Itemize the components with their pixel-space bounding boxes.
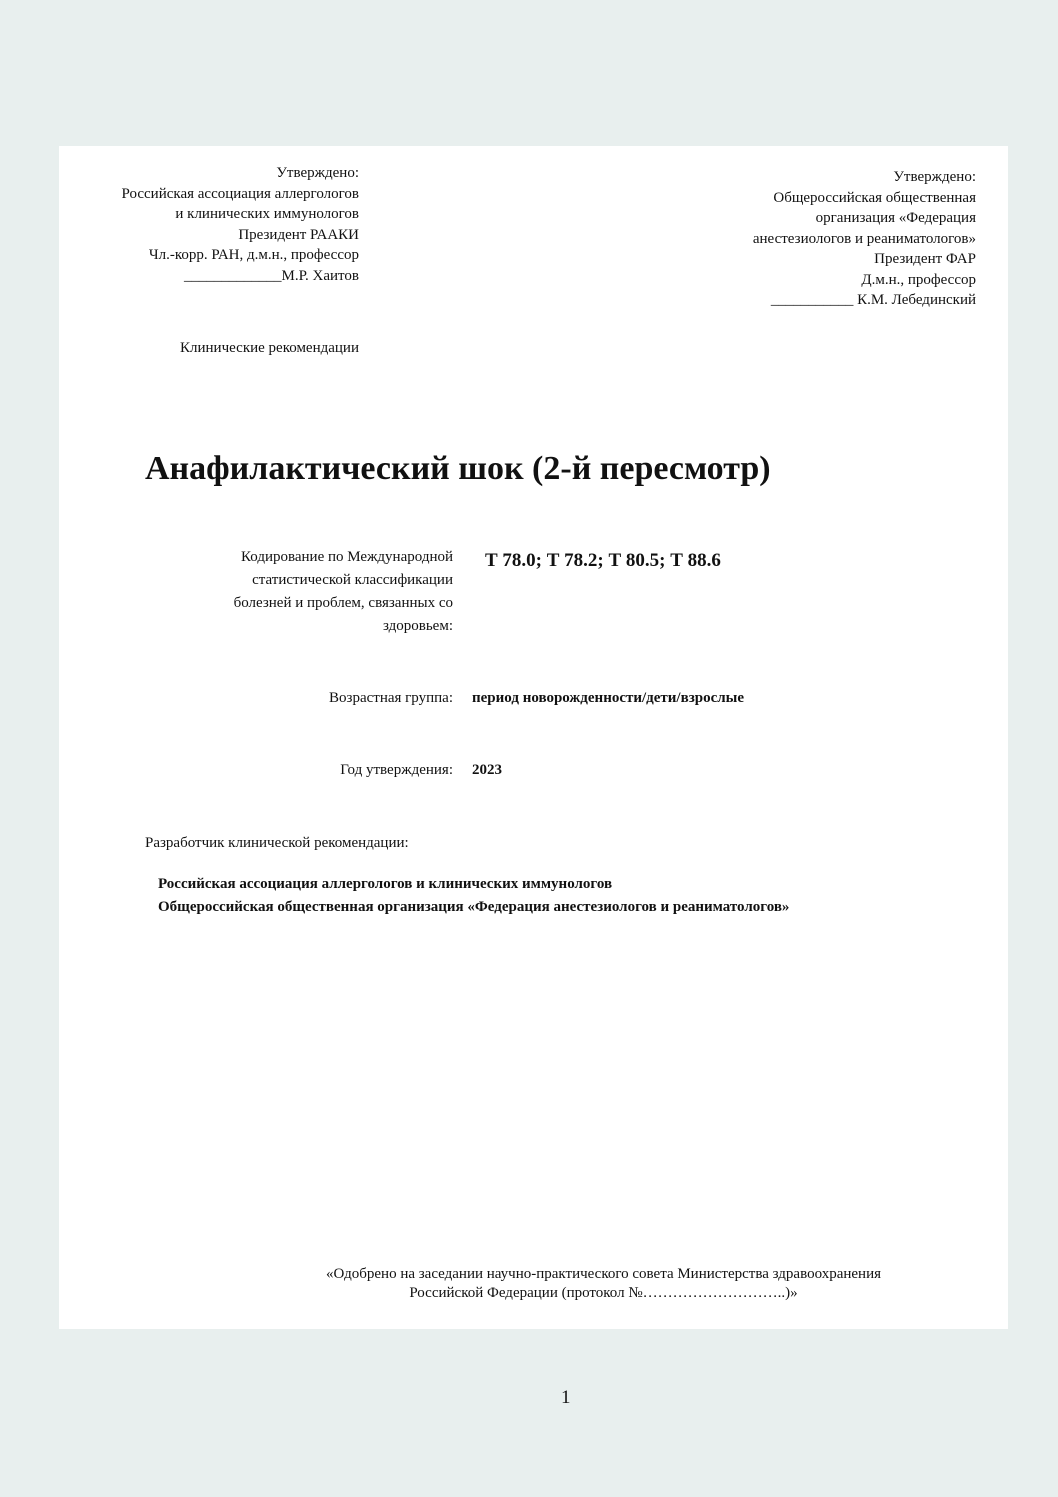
- icd-label-line: статистической классификации: [252, 572, 453, 588]
- approval-year-label: Год утверждения:: [340, 762, 453, 778]
- approval-note-line: «Одобрено на заседании научно-практического совета Министерства здравоохранения: [325, 1266, 881, 1282]
- icd-label: [234, 546, 453, 638]
- approval-right-line: Президент ФАР: [874, 251, 976, 267]
- approval-right-line: Д.м.н., профессор: [861, 271, 976, 288]
- document-title: Анафилактический шок (2-й пересмотр): [145, 450, 771, 487]
- approval-left-line: Российская ассоциация аллергологов: [121, 185, 359, 202]
- approval-left-line: Президент РААКИ: [238, 226, 359, 243]
- approval-right-line: ___________ К.М. Лебединский: [770, 292, 976, 308]
- developer-orgs: [158, 873, 789, 919]
- developer-org: Общероссийская общественная организация «Федерация анестезиологов и реаниматологов»: [158, 899, 790, 915]
- developer-org: Российская ассоциация аллергологов и клинических иммунологов: [158, 876, 613, 892]
- age-group-label: Возрастная группа:: [329, 690, 453, 706]
- icd-codes: Т 78.0; Т 78.2; Т 80.5; Т 88.6: [485, 550, 721, 571]
- approval-block-left: [122, 163, 359, 286]
- approval-year-value: 2023: [472, 762, 502, 778]
- document-page: [59, 146, 1008, 1329]
- approval-right-line: организация «Федерация: [815, 210, 976, 226]
- approval-right-line: Утверждено:: [893, 169, 976, 185]
- approval-right-line: анестезиологов и реаниматологов»: [752, 230, 976, 247]
- developer-label: Разработчик клинической рекомендации:: [145, 835, 409, 851]
- icd-label-line: Кодирование по Международной: [241, 549, 453, 565]
- icd-label-line: здоровьем:: [382, 618, 453, 634]
- approval-note-line: Российской Федерации (протокол №………………………..)»: [409, 1285, 798, 1301]
- approval-block-right: [753, 167, 976, 311]
- ministry-approval-note: [59, 1265, 1008, 1303]
- approval-left-line: _____________М.Р. Хаитов: [183, 267, 359, 284]
- approval-left-line: и клинических иммунологов: [175, 206, 359, 222]
- document-type: Клинические рекомендации: [180, 340, 359, 356]
- approval-right-line: Общероссийская общественная: [773, 189, 976, 206]
- age-group-value: период новорожденности/дети/взрослые: [472, 690, 745, 706]
- approval-left-line: Утверждено:: [276, 165, 359, 181]
- page-number: 1: [561, 1387, 571, 1408]
- icd-label-line: болезней и проблем, связанных со: [233, 595, 453, 611]
- approval-left-line: Чл.-корр. РАН, д.м.н., профессор: [148, 247, 359, 263]
